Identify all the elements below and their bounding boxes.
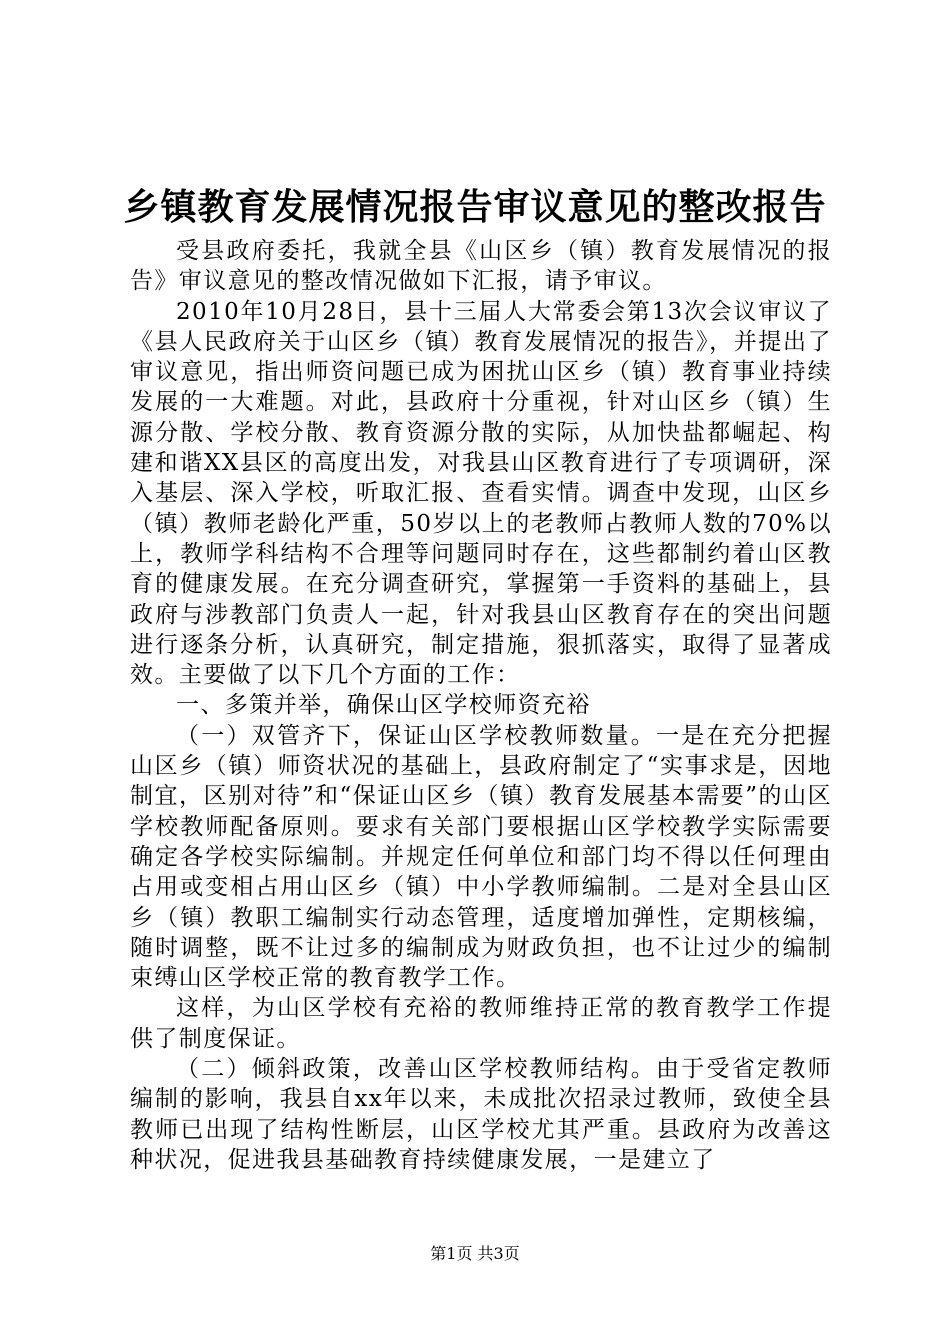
paragraph-subsection-1: （一）双管齐下，保证山区学校教师数量。一是在充分把握山区乡（镇）师资状况的基础上，县政府制定了“实事求是，因地制宜，区别对待”和“保证山区乡（镇）教育发展基本需要”的山区学校教师配备原则。要求有关部门要根据山区学校教学实际需要确定各学校实际编制。并规定任何单位和部门均不得以任何理由占用或变相占用山区乡（镇）中小学教师编制。二是对全县山区乡（镇）教职工编制实行动态管理，适度增加弹性，定期核编，随时调整，既不让过多的编制成为财政负担，也不让过少的编制束缚山区学校正常的教育教学工作。	[130, 722, 832, 992]
section-heading-1: 一、多策并举，确保山区学校师资充裕	[176, 692, 591, 719]
paragraph-background: 2010年10月28日，县十三届人大常委会第13次会议审议了《县人民政府关于山区乡（镇）教育发展情况的报告》，并提出了审议意见，指出师资问题已成为困扰山区乡（镇）教育事业持续发展的一大难题。对此，县政府十分重视，针对山区乡（镇）生源分散、学校分散、教育资源分散的实际，从加快盐都崛起、构建和谐XX县区的高度出发，对我县山区教育进行了专项调研，深入基层、深入学校，听取汇报、查看实情。调查中发现，山区乡（镇）教师老龄化严重，50岁以上的老教师占教师人数的70%以上，教师学科结构不合理等问题同时存在，这些都制约着山区教育的健康发展。在充分调查研究，掌握第一手资料的基础上，县政府与涉教部门负责人一起，针对我县山区教育存在的突出问题进行逐条分析，认真研究，制定措施，狠抓落实，取得了显著成效。主要做了以下几个方面的工作：	[130, 298, 832, 689]
paragraph-intro: 受县政府委托，我就全县《山区乡（镇）教育发展情况的报告》审议意见的整改情况做如下汇报，请予审议。	[130, 238, 832, 295]
paragraph-conclusion-1: 这样，为山区学校有充裕的教师维持正常的教育教学工作提供了制度保证。	[130, 995, 832, 1052]
page-footer: 第1页 共3页	[430, 1244, 520, 1263]
document-body	[130, 236, 832, 1175]
document-title: 乡镇教育发展情况报告审议意见的整改报告	[123, 187, 827, 228]
paragraph-subsection-2: （二）倾斜政策，改善山区学校教师结构。由于受省定教师编制的影响，我县自xx年以来，未成批次招录过教师，致使全县教师已出现了结构性断层，山区学校尤其严重。县政府为改善这种状况，促进我县基础教育持续健康发展，一是建立了	[130, 1056, 832, 1173]
